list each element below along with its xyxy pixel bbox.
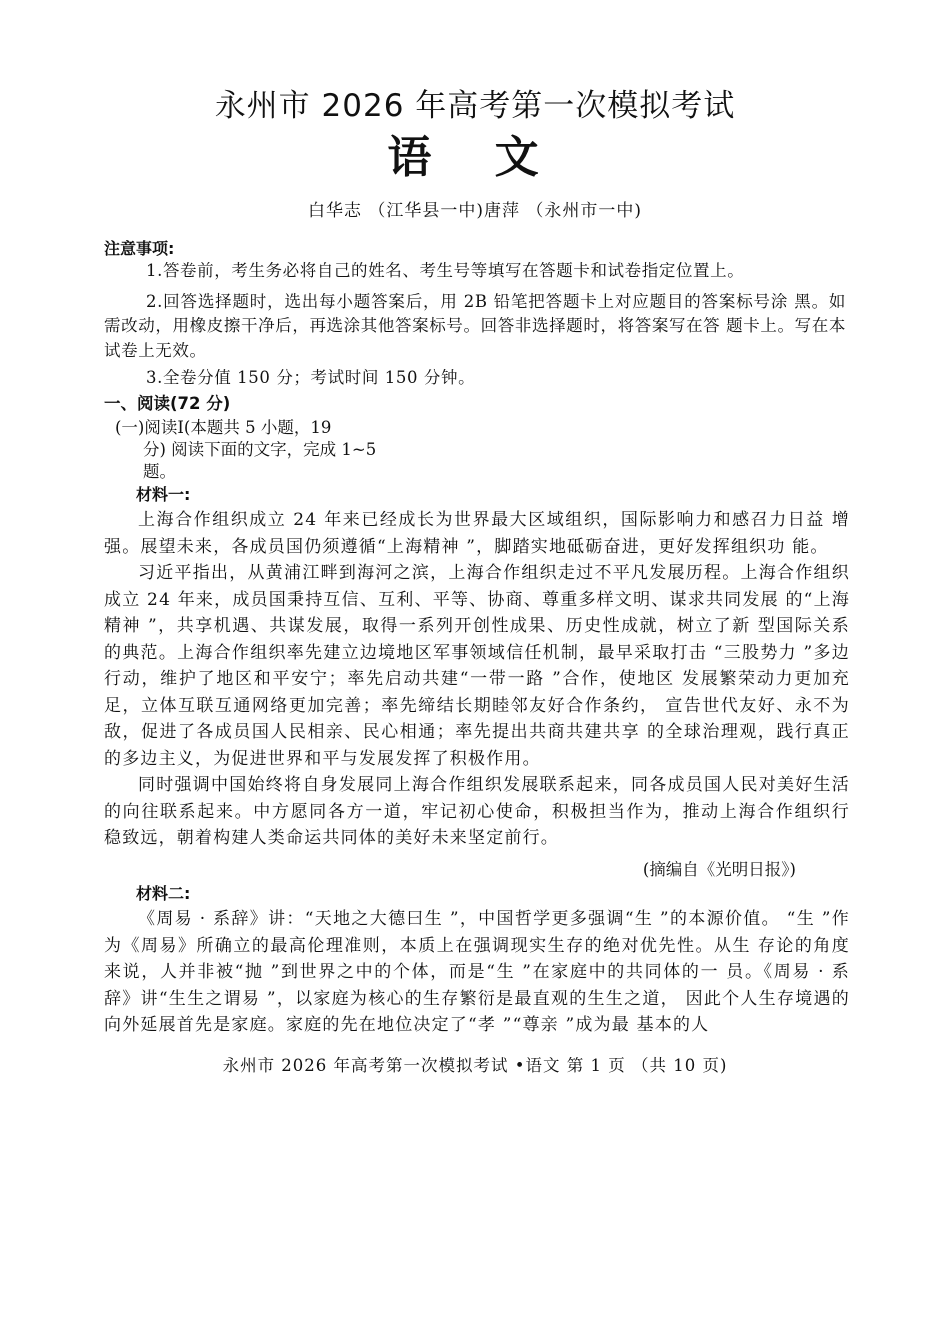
material-1-paragraph: 习近平指出，从黄浦江畔到海河之滨，上海合作组织走过不平凡发展历程。上海合作组织成立 24 年来，成员国秉持互信、互利、平等、协商、尊重多样文明、谋求共同发展 的“上海精神 ”，共享机遇、共谋发展，取得一系列开创性成果、历史性成就，树立了新 型国际关系的典范。上海合作组织率先建立边境地区军事领域信任机制，最早采取打击 “三股势力 ”多边行动，维护了地区和平安宁；率先启动共建“一带一路 ”合作，使地区 发展繁荣动力更加充足，立体互联互通网络更加完善；率先缔结长期睦邻友好合作条约， 宣告世代友好、永不为敌，促进了各成员国人民相亲、民心相通；率先提出共商共建共享 的全球治理观，践行真正的多边主义，为促进世界和平与发展发挥了积极作用。 <box>104 563 850 769</box>
page-footer: 永州市 2026 年高考第一次模拟考试 •语文 第 1 页 （共 10 页) <box>222 1056 728 1075</box>
subject-title: 语 文 <box>387 132 563 183</box>
authors-line: 白华志 （江华县一中)唐萍 （永州市一中) <box>307 201 643 221</box>
section-heading: 一、阅读(72 分) <box>104 394 231 413</box>
material-2-body <box>104 906 850 1039</box>
part-heading-line-3: 题。 <box>143 462 176 481</box>
notes-list <box>104 259 846 394</box>
part-heading-line-2: 分) 阅读下面的文字，完成 1~5 <box>143 440 377 459</box>
material-1-body <box>104 507 850 852</box>
note-item-3: 3.全卷分值 150 分；考试时间 150 分钟。 <box>146 368 476 387</box>
notes-heading: 注意事项: <box>104 239 175 258</box>
material-1-source: (摘编自《光明日报》) <box>642 860 796 879</box>
note-item-2: 2.回答选择题时，选出每小题答案后，用 2B 铅笔把答题卡上对应题目的答案标号涂 黑。如需改动，用橡皮擦干净后，再选涂其他答案标号。回答非选择题时，将答案写在答 题卡上。写在本试卷上无效。 <box>104 291 846 360</box>
part-heading-line-1: (一)阅读Ⅰ(本题共 5 小题，19 <box>115 418 332 437</box>
part-heading <box>115 417 415 483</box>
material-1-paragraph: 上海合作组织成立 24 年来已经成长为世界最大区域组织，国际影响力和感召力日益 增强。展望未来，各成员国仍须遵循“上海精神 ”，脚踏实地砥砺奋进，更好发挥组织功 能。 <box>104 510 850 557</box>
material-2-paragraph: 《周易 · 系辞》讲：“天地之大德曰生 ”，中国哲学更多强调“生 ”的本源价值。 “生 ”作为《周易》所确立的最高伦理准则，本质上在强调现实生存的绝对优先性。从生 存论的角度来说，人并非被“抛 ”到世界之中的个体，而是“生 ”在家庭中的共同体的一 员。《周易 · 系辞》讲“生生之谓易 ”，以家庭为核心的生存繁衍是最直观的生生之道， 因此个人生存境遇的向外延展首先是家庭。家庭的先在地位决定了“孝 ”“尊亲 ”成为最 基本的人 <box>104 909 850 1035</box>
note-item-1: 1.答卷前，考生务必将自己的姓名、考生号等填写在答题卡和试卷指定位置上。 <box>146 261 745 280</box>
material-1-label: 材料一: <box>136 485 191 504</box>
material-2-label: 材料二: <box>136 884 191 903</box>
exam-title: 永州市 2026 年高考第一次模拟考试 <box>214 88 736 124</box>
material-1-paragraph: 同时强调中国始终将自身发展同上海合作组织发展联系起来，同各成员国人民对美好生活的向往联系起来。中方愿同各方一道，牢记初心使命，积极担当作为，推动上海合作组织行稳致远，朝着构建人类命运共同体的美好未来坚定前行。 <box>104 775 850 848</box>
